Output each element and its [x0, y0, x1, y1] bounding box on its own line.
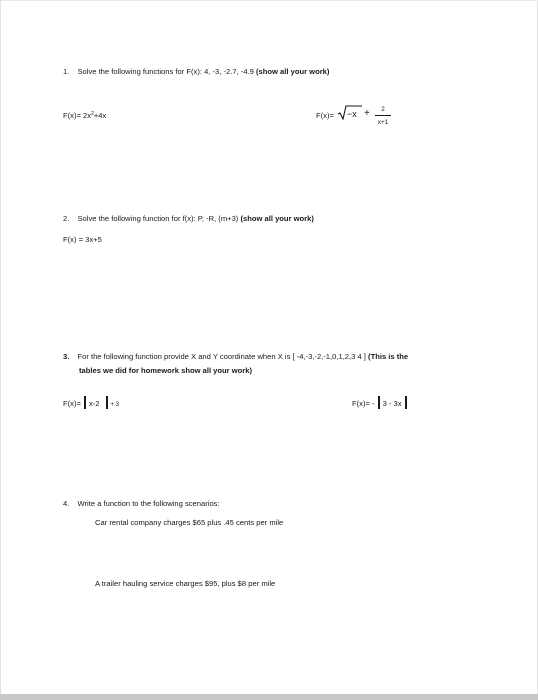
q1-f-left-suffix: +4x	[93, 111, 107, 120]
q3-function-right	[352, 396, 410, 409]
q3-bold2: tables we did for homework show all your work)	[79, 366, 252, 375]
q1-f-right-numerator: 2	[381, 106, 385, 113]
absolute-bar	[405, 396, 407, 409]
q2-bold: (show all your work)	[240, 214, 314, 223]
q4-text: Write a function to the following scenarios:	[77, 499, 220, 508]
q4-line	[63, 500, 220, 508]
q3-number: 3.	[63, 352, 70, 361]
q1-f-right-plus: +	[364, 108, 370, 119]
absolute-bar	[84, 396, 86, 409]
q1-number: 1.	[63, 67, 70, 76]
q1-f-left-exponent: 2	[91, 111, 94, 117]
q2-text: Solve the following function for f(x): P, -R, (m+3)	[77, 214, 239, 223]
q1-f-right-radicand: −x	[347, 109, 357, 119]
q3-f-left-suffix: + 3	[110, 402, 120, 408]
q3-f-left-inner: x-2	[88, 399, 100, 408]
q3-line1	[63, 353, 408, 361]
fraction-bar	[375, 115, 391, 116]
absolute-bar	[106, 396, 108, 409]
q3-function-left	[63, 396, 119, 409]
q1-bold: (show all your work)	[256, 67, 330, 76]
q3-bold1: (This is the	[368, 352, 409, 361]
q1-function-left	[63, 112, 106, 120]
q3-f-right-prefix: F(x)= -	[352, 399, 375, 408]
q3-f-left-prefix: F(x)=	[63, 399, 81, 408]
q4-scenario-2: A trailer hauling service charges $95, plus $8 per mile	[95, 579, 276, 588]
q1-text: Solve the following functions for F(x): 4, -3, -2.7, -4.9	[77, 67, 254, 76]
q1-f-right-prefix: F(x)=	[316, 111, 334, 120]
q2-line	[63, 215, 314, 223]
q4-scenario-1: Car rental company charges $65 plus .45 cents per mile	[95, 518, 284, 527]
q4-number: 4.	[63, 499, 70, 508]
q2-number: 2.	[63, 214, 70, 223]
bottom-scroll-edge	[0, 694, 538, 700]
q3-f-right-inner: 3 - 3x	[382, 399, 402, 408]
q1-f-right-denominator: x+1	[377, 119, 389, 126]
absolute-bar	[378, 396, 380, 409]
q3-text: For the following function provide X and Y coordinate when X is [ -4,-3,-2,-1,0,1,2,3 4 ]	[77, 352, 366, 361]
q2-function: F(x) = 3x+5	[63, 235, 102, 244]
q1-f-left-prefix: F(x)= 2x	[63, 111, 92, 120]
q1-line	[63, 68, 329, 76]
